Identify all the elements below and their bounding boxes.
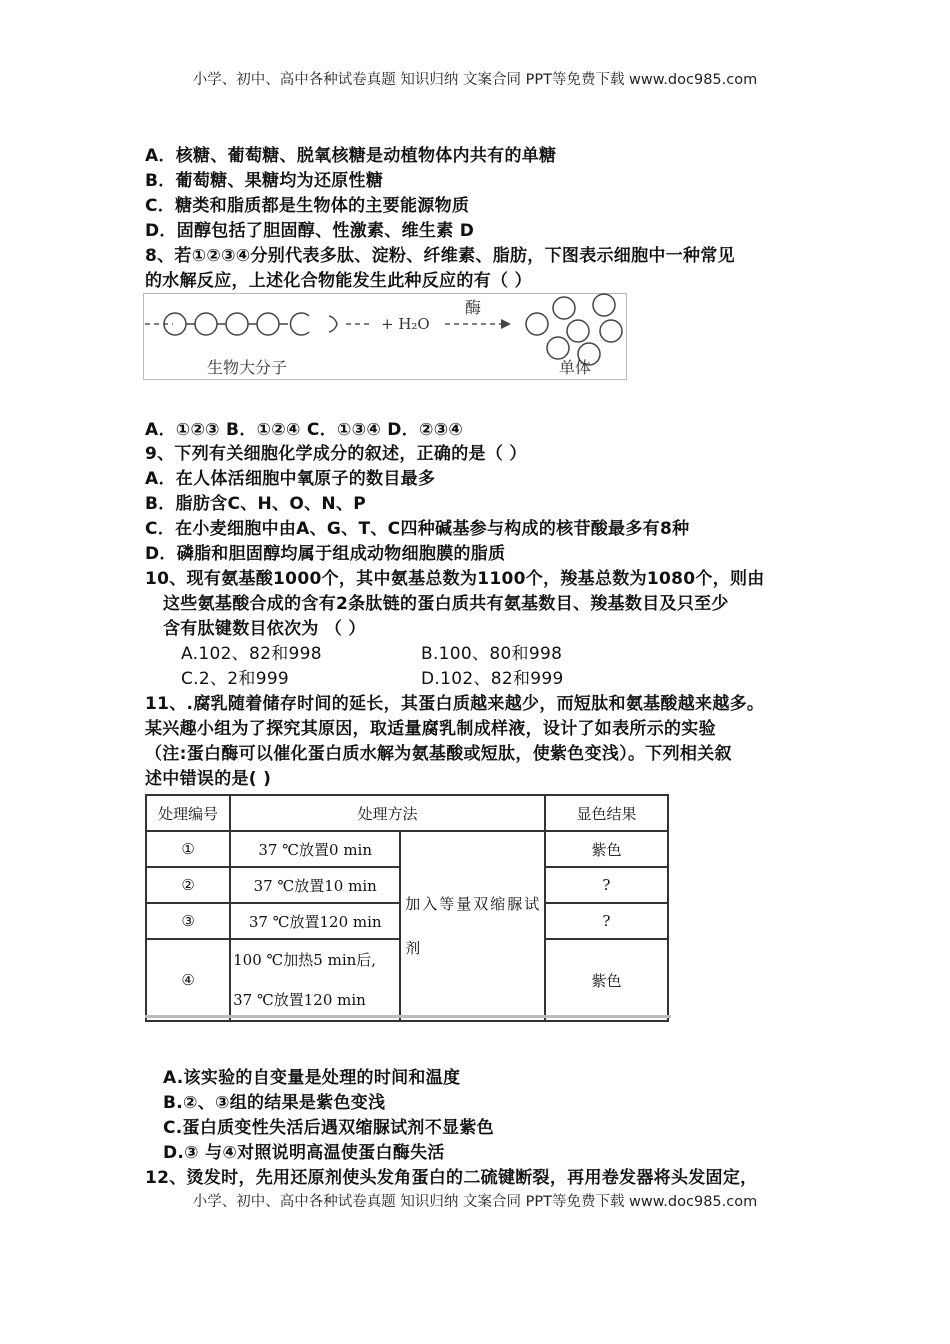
q10-option-b: B.100、80和998 [421, 644, 563, 664]
row4-method [230, 939, 400, 1021]
header-result: 显色结果 [545, 795, 668, 831]
q11-stem-line4: 述中错误的是( ) [145, 769, 272, 789]
q9-option-c: C．在小麦细胞中由A、G、T、C四种碱基参与构成的核苷酸最多有8种 [145, 519, 690, 539]
table-header-row [146, 795, 668, 831]
row4-id: ④ [146, 939, 230, 1021]
macromolecule-label: 生物大分子 [207, 358, 288, 377]
q11-option-b: B.②、③组的结果是紫色变浅 [163, 1093, 386, 1113]
q10-option-a: A.102、82和998 [181, 644, 322, 664]
q11-stem-line3: （注:蛋白酶可以催化蛋白质水解为氨基酸或短肽，使紫色变浅）。下列相关叙 [145, 744, 732, 764]
enzyme-label: 酶 [465, 298, 482, 317]
header-id: 处理编号 [146, 795, 230, 831]
q10-option-d: D.102、82和999 [421, 669, 564, 689]
water-label: + H₂O [381, 315, 430, 333]
q11-stem-line2: 某兴趣小组为了探究其原因，取适量腐乳制成样液，设计了如表所示的实验 [145, 719, 716, 739]
q10-stem-line1: 10、现有氨基酸1000个，其中氨基总数为1100个，羧基总数为1080个，则由 [145, 569, 765, 589]
row1-result: 紫色 [545, 831, 668, 867]
table-row [146, 831, 668, 867]
row4-method-line2: 37 ℃放置120 min [233, 991, 366, 1009]
q12-stem-line1: 12、烫发时，先用还原剂使头发角蛋白的二硫键断裂，再用卷发器将头发固定， [145, 1168, 758, 1188]
row1-id: ① [146, 831, 230, 867]
q11-stem-line1: 11、.腐乳随着储存时间的延长，其蛋白质越来越少，而短肽和氨基酸越来越多。 [145, 694, 765, 714]
row4-method-line1: 100 ℃加热5 min后, [233, 951, 377, 969]
row4-result: 紫色 [545, 939, 668, 1021]
row2-id: ② [146, 867, 230, 903]
table-bottom-shadow [145, 1015, 671, 1018]
q9-stem: 9、下列有关细胞化学成分的叙述，正确的是（ ） [145, 444, 527, 464]
q10-stem-line3: 含有肽键数目依次为 （ ） [163, 619, 366, 639]
row2-method: 37 ℃放置10 min [230, 867, 400, 903]
q10-stem-line2: 这些氨基酸合成的含有2条肽链的蛋白质共有氨基数目、羧基数目及只至少 [163, 594, 729, 614]
q8-stem-line1: 8、若①②③④分别代表多肽、淀粉、纤维素、脂肪，下图表示细胞中一种常见 [145, 246, 735, 266]
hydrolysis-diagram [143, 293, 627, 381]
row3-method: 37 ℃放置120 min [230, 903, 400, 939]
q9-option-d: D．磷脂和胆固醇均属于组成动物细胞膜的脂质 [145, 544, 506, 564]
q11-option-d: D.③ 与④对照说明高温使蛋白酶失活 [163, 1143, 445, 1163]
q7-option-a: A．核糖、葡萄糖、脱氧核糖是动植物体内共有的单糖 [145, 146, 557, 166]
q8-options: A．①②③ B．①②④ C．①③④ D．②③④ [145, 420, 464, 440]
q11-option-a: A.该实验的自变量是处理的时间和温度 [163, 1068, 461, 1088]
q7-option-c: C．糖类和脂质都是生物体的主要能源物质 [145, 196, 470, 216]
monomer-label: 单体 [559, 358, 592, 377]
row1-method: 37 ℃放置0 min [230, 831, 400, 867]
q7-option-d: D．固醇包括了胆固醇、性激素、维生素 D [145, 221, 475, 241]
merged-reagent-cell: 加入等量双缩脲试剂 [400, 831, 545, 1021]
q8-stem-line2: 的水解反应，上述化合物能发生此种反应的有（ ） [145, 271, 532, 291]
q7-option-b: B．葡萄糖、果糖均为还原性糖 [145, 171, 384, 191]
header-method: 处理方法 [230, 795, 545, 831]
row3-id: ③ [146, 903, 230, 939]
experiment-table [145, 794, 669, 1022]
q9-option-a: A．在人体活细胞中氧原子的数目最多 [145, 469, 436, 489]
page-footer: 小学、初中、高中各种试卷真题 知识归纳 文案合同 PPT等免费下载 www.doc985.com [192, 1194, 758, 1210]
q11-option-c: C.蛋白质变性失活后遇双缩脲试剂不显紫色 [163, 1118, 494, 1138]
row2-result: ? [545, 867, 668, 903]
page-header: 小学、初中、高中各种试卷真题 知识归纳 文案合同 PPT等免费下载 www.doc985.com [192, 72, 758, 88]
q9-option-b: B．脂肪含C、H、O、N、P [145, 494, 366, 514]
row3-result: ? [545, 903, 668, 939]
q10-option-c: C.2、2和999 [181, 669, 290, 689]
